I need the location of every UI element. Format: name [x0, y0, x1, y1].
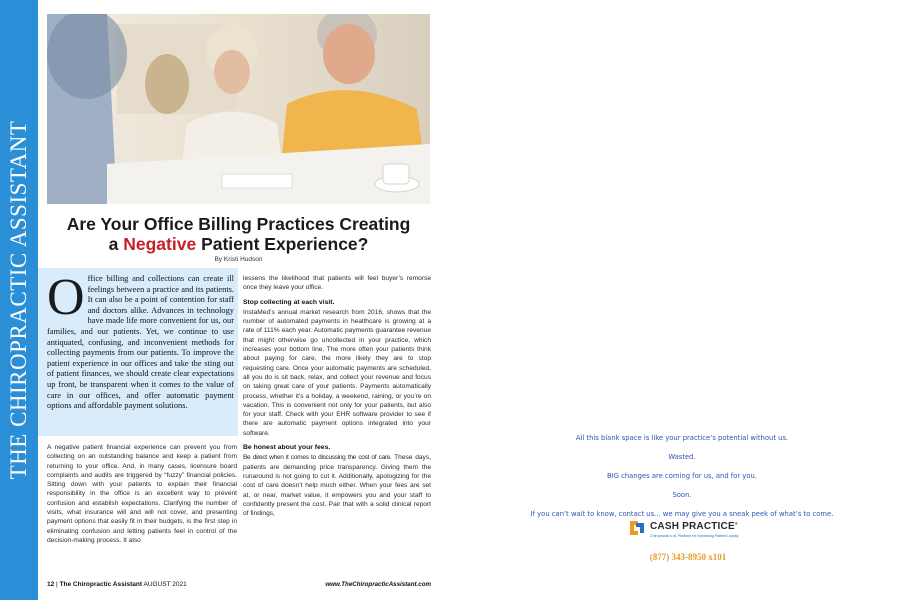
section-heading: Be honest about your fees. — [243, 444, 331, 452]
intro-text: ffice billing and collections can create ill feelings between a practice and its patients. It can also be a point of contention for staff and doctors alike. Advances in technology have made life more convenient for us, our families, and our patients. Yet, we continue to use antiquated, confusing, and inconvenient methods for collecting payments from our patients. To improve the patient experience in our offices and take the sting out of patient finances, we should create clear expectations up front, be transparent when it comes to the value of care in our offices, and offer automatic payment options and affordable payment solutions. — [47, 274, 234, 411]
title-emphasis: Negative — [123, 234, 197, 254]
ad-line: All this blank space is like your practice’s potential without us. — [575, 434, 789, 442]
magazine-spine — [0, 0, 38, 600]
phone-number[interactable]: (877) 343-8950 x101 — [649, 552, 727, 562]
logo-tagline: Chiropractic’s #1 Platform for Increasing Patient Loyalty — [650, 534, 739, 538]
article-photo — [47, 14, 430, 204]
issue-date: AUGUST 2021 — [143, 581, 187, 588]
title-line-2-pre: a — [108, 234, 124, 254]
article-title — [47, 214, 430, 254]
paragraph-lead: Be direct when it comes to discussing the cost of care. — [243, 454, 392, 462]
ad-line: If you can’t wait to know, contact us... we may give you a sneak peek of what’s to come. — [530, 510, 834, 518]
left-column — [47, 443, 237, 550]
title-line-1: Are Your Office Billing Practices Creating — [66, 214, 411, 234]
couple-at-desk-image — [47, 14, 430, 204]
body-paragraph — [243, 453, 431, 518]
right-column — [243, 274, 431, 523]
website-link[interactable]: www.TheChiropracticAssistant.com — [325, 581, 431, 588]
section-heading: Stop collecting at each visit. — [243, 298, 335, 306]
ad-line: Soon. — [672, 491, 692, 499]
title-line-2-post: Patient Experience? — [196, 234, 369, 254]
logo-mark-icon — [628, 519, 646, 537]
cash-practice-logo — [628, 519, 748, 541]
ad-line: BIG changes are coming for us, and for you. — [607, 472, 757, 480]
footer-separator: | — [56, 581, 58, 588]
ad-line: Wasted. — [668, 453, 696, 461]
body-paragraph: A negative patient financial experience can prevent you from collecting on an outstanding balance and keep a patient from returning to your office. And, in many cases, licensure board complaints and audits are triggered by “fuzzy” financial policies. Sitting down with your patients to explain their financial responsibility in the office is an excellent way to prevent confusion and establish expectations. Clarifying the number of visits, what insurance will and will not cover, and presenting payment options that easily fit in their budgets, is the first step in eliminating confusion and letting patients feel in control of the decision-making process. It also — [47, 444, 237, 544]
byline: By Kristi Hudson — [214, 256, 263, 263]
ad-copy — [520, 434, 844, 529]
intro-highlight-box — [38, 268, 238, 436]
drop-cap: O — [47, 269, 85, 326]
body-paragraph: InstaMed’s annual market research from 2016, shows that the number of automated payments in healthcare is growing at a rate of 111% each year. Automatic payments guarantee revenue that might otherwise go uncollected in your practice, which increases your bottom line. The more often your patients think about paying for care, the more likely they are to stop requesting care. Once your automatic payments are scheduled, all you do is sit back, relax, and collect your revenue and focus on taking great care of your patients. Payments automatically process, whether it’s a holiday, a weekend, raining, or you’re on vacation. This is convenient not only for your patients, but also for your staff. Check with your EHR software provider to see if there are automatic payment options integrated into your software. — [243, 308, 431, 437]
publication-name: The Chiropractic Assistant — [59, 581, 143, 588]
paragraph-rest: These days, patients are demanding price transparency. Giving them the runaround is not going to cut it. Additionally, apologizing for the cost of care doesn’t help much either. When your fees are set at, or near, market value, it empowers you and your staff to confidently present the cost. Pair that with a solid clinical report of findings, — [243, 454, 431, 518]
logo-wordmark: CASH PRACTICE® — [650, 521, 738, 532]
spine-title: THE CHIROPRACTIC ASSISTANT — [6, 120, 31, 480]
page-footer — [47, 581, 187, 588]
body-paragraph: lessens the likelihood that patients will feel buyer’s remorse once they leave your office. — [243, 275, 431, 292]
page-number: 12 — [47, 581, 55, 588]
